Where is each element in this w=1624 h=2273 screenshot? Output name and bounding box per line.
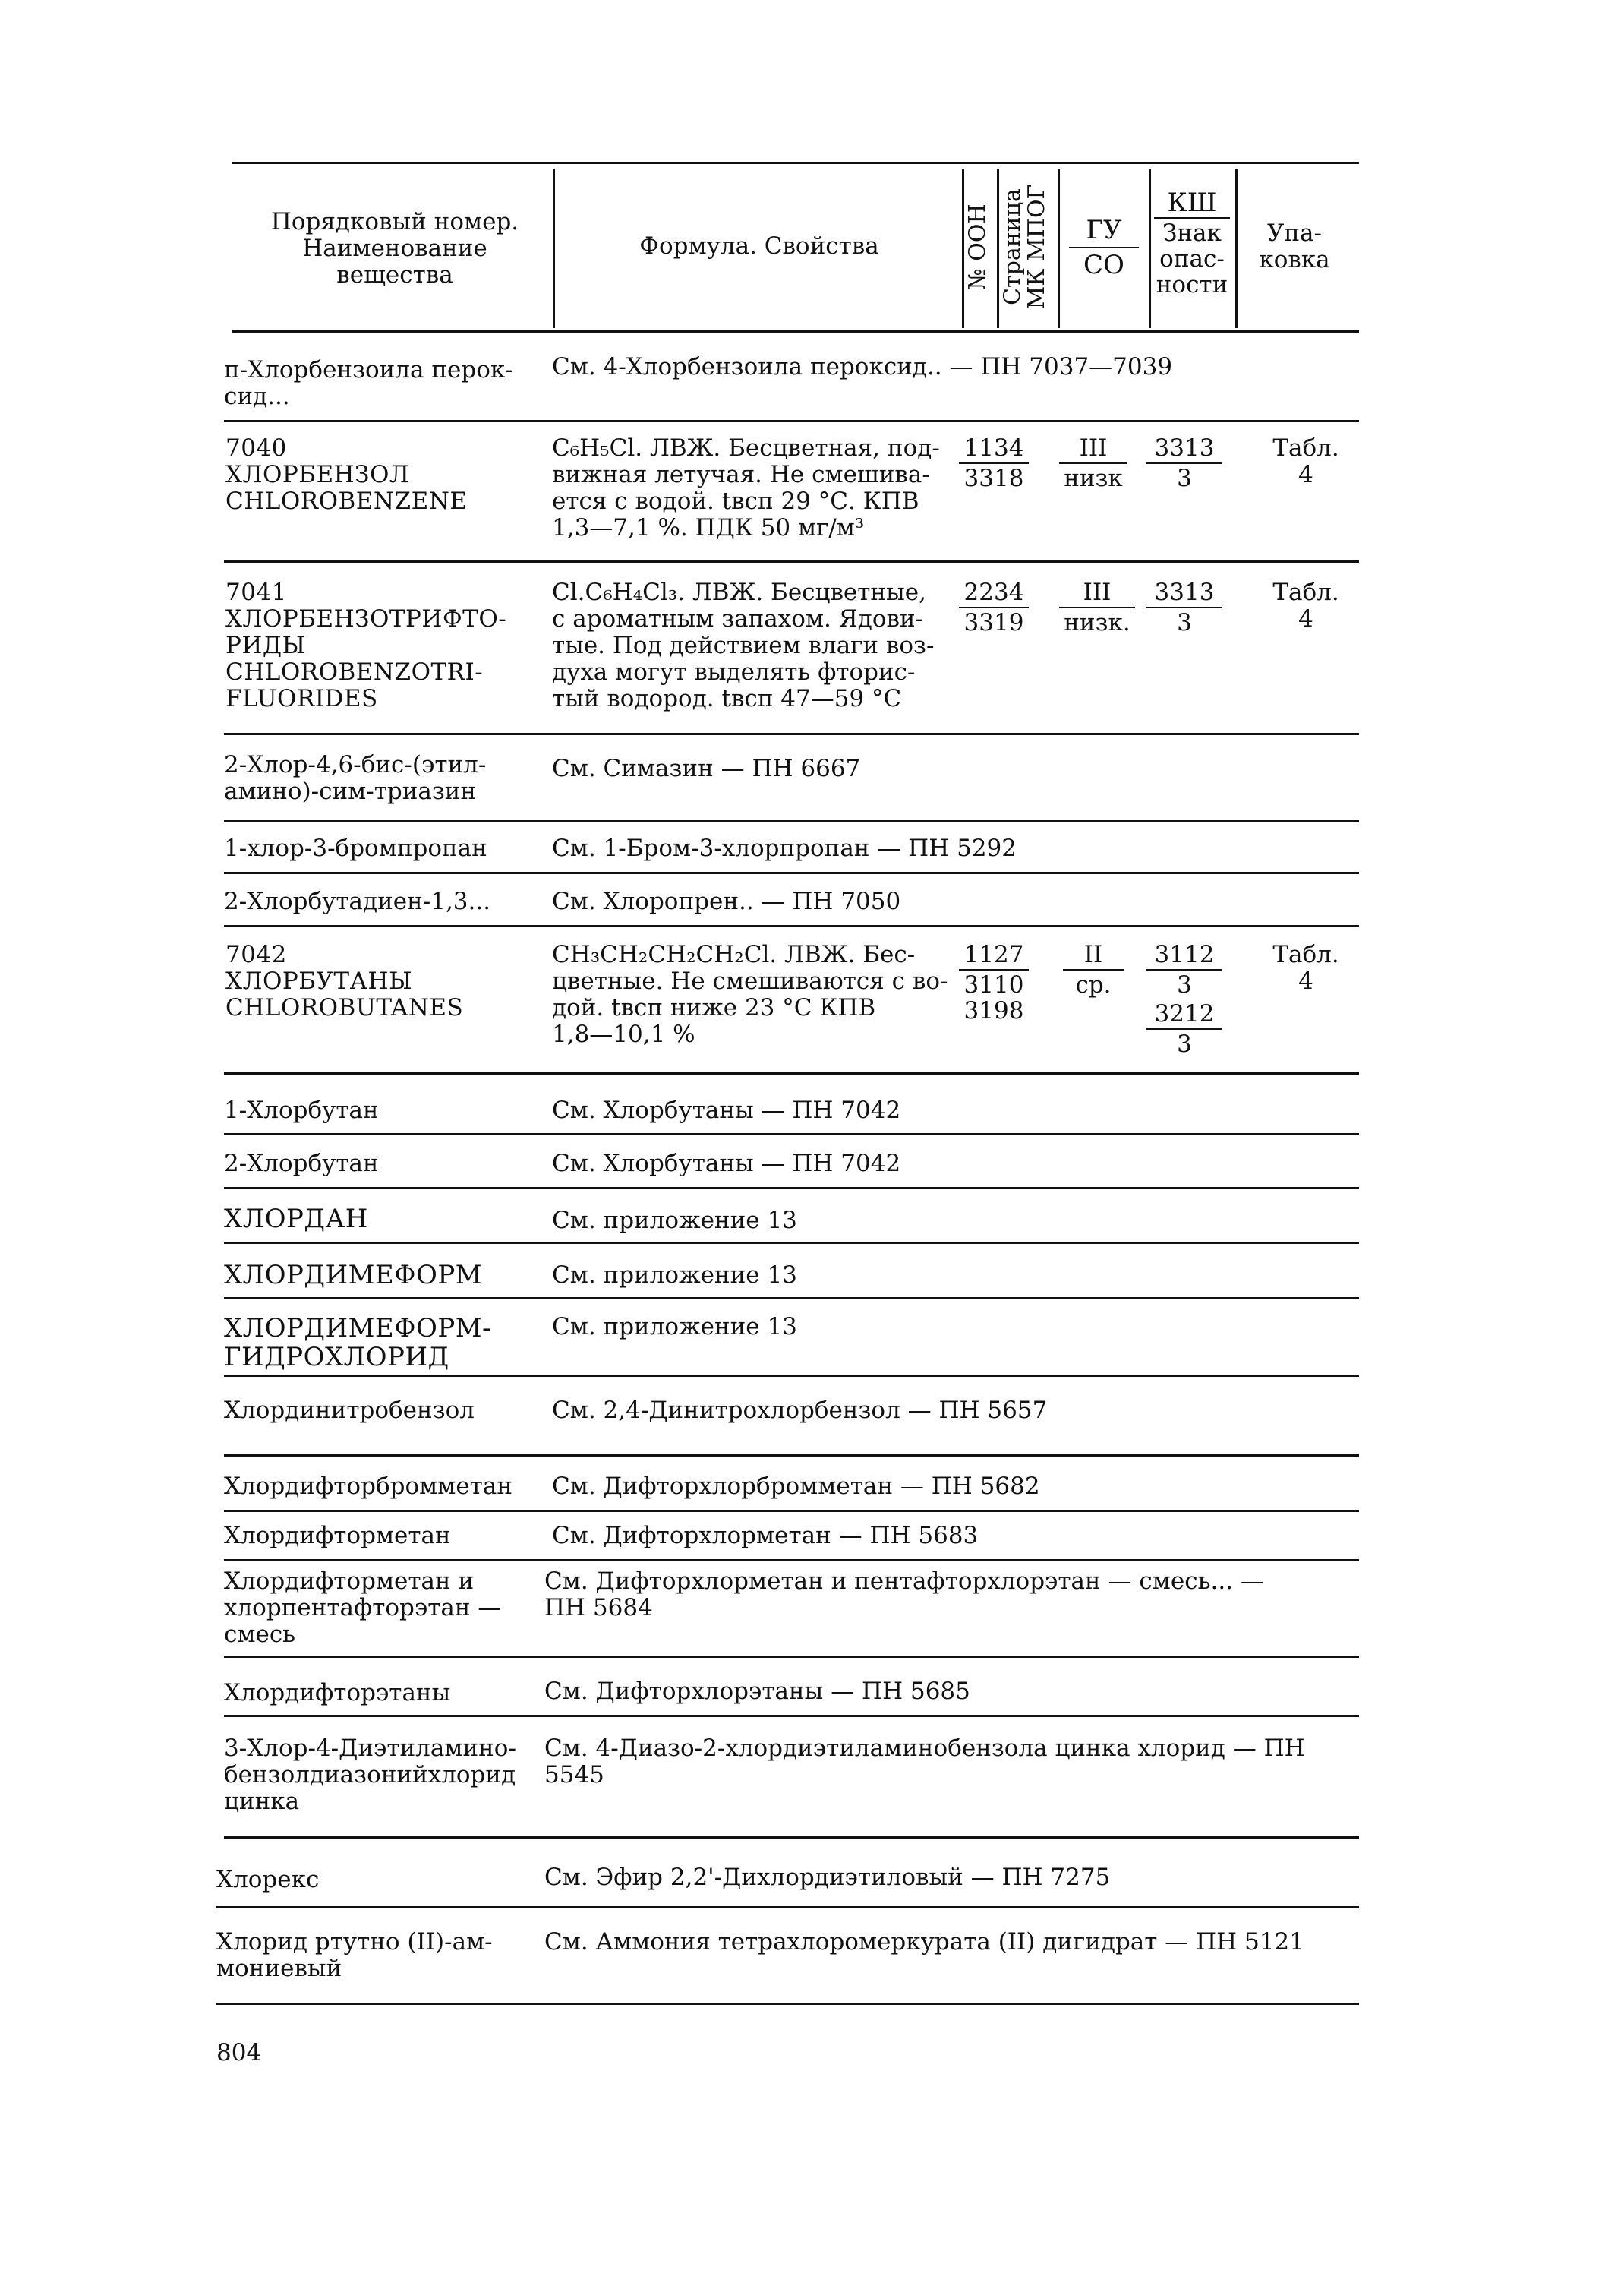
page-number: 804	[216, 2039, 262, 2066]
entry-name: 2-Хлорбутадиен-1,3...	[224, 888, 491, 915]
entry-text: См. Дифторхлорэтаны — ПН 5685	[544, 1678, 970, 1705]
oon-page-fraction: $\frac{2234}{3319}$	[959, 579, 1029, 636]
row-divider	[224, 733, 1359, 735]
entry-name: 1-хлор-3-бромпропан	[224, 835, 487, 862]
row-divider	[224, 1559, 1359, 1561]
col-divider-5	[1149, 169, 1151, 328]
row-divider	[224, 872, 1359, 874]
pack-cell: Табл. 4	[1272, 579, 1339, 633]
entry-text: См. Эфир 2,2'-Дихлордиэтиловый — ПН 7275	[544, 1864, 1111, 1891]
pack-cell: Табл. 4	[1272, 434, 1339, 488]
entry-name: Хлорид ртутно (II)-ам- мониевый	[216, 1928, 493, 1982]
entry-name: Хлордифторметан и хлорпентафторэтан — смесь	[224, 1567, 502, 1648]
row-divider	[224, 1297, 1359, 1299]
ksh-znak-fraction: $\frac{3313}{3}$	[1146, 435, 1222, 491]
entry-text: Cl.C₆H₄Cl₃. ЛВЖ. Бесцветные, с ароматным запахом. Ядови- тые. Под действием влаги воз- духа могут выделять фторис- тый водород. tвсп 47—59 °С	[552, 579, 935, 712]
row-divider	[224, 420, 1359, 422]
gu-co-fraction: II ср.	[1063, 942, 1124, 998]
entry-text: См. Хлорбутаны — ПН 7042	[552, 1150, 901, 1177]
header-oon-column: № ООН	[964, 204, 991, 290]
row-divider	[224, 1072, 1359, 1075]
entry-text: См. Аммония тетрахлоромеркурата (II) дигидрат — ПН 5121	[544, 1928, 1304, 1956]
header-pack-column: Упа- ковка	[1259, 219, 1330, 273]
entry-text: См. 4-Хлорбензоила пероксид.. — ПН 7037—7039	[552, 353, 1173, 380]
entry-text: См. приложение 13	[552, 1207, 797, 1234]
oon-page-fraction: 1127 3110 3198	[959, 942, 1029, 1024]
entry-text: См. Хлорбутаны — ПН 7042	[552, 1097, 901, 1124]
entry-text: CH₃CH₂CH₂CH₂Cl. ЛВЖ. Бес- цветные. Не смешиваются с во- дой. tвсп ниже 23 °С КПВ 1,8—10,1 %	[552, 941, 948, 1048]
oon-page-fraction: $\frac{1134}{3318}$	[959, 435, 1029, 491]
entry-text: См. 4-Диазо-2-хлордиэтиламинобензола цинка хлорид — ПН 5545	[544, 1735, 1305, 1788]
ksh-znak-fraction: $\frac{3313}{3}$	[1146, 579, 1222, 636]
entry-name: Хлордифторэтаны	[224, 1679, 451, 1706]
entry-text: См. Дифторхлорметан и пентафторхлорэтан — смесь... — ПН 5684	[544, 1567, 1264, 1621]
entry-name: Хлордифторбромметан	[224, 1473, 512, 1500]
entry-text: См. 2,4-Динитрохлорбензол — ПН 5657	[552, 1397, 1048, 1424]
row-divider	[216, 2003, 1359, 2005]
row-divider	[224, 1656, 1359, 1658]
entry-name: 2-Хлор-4,6-бис-(этил- амино)-сим-триазин	[224, 751, 487, 805]
row-divider	[224, 560, 1359, 563]
entry-name: 3-Хлор-4-Диэтиламино- бензолдиазонийхлорид цинка	[224, 1735, 516, 1815]
row-divider	[224, 925, 1359, 927]
header-top-rule	[232, 162, 1359, 164]
entry-name: 7041 ХЛОРБЕНЗОТРИФТО- РИДЫ CHLOROBENZOTRI- FLUORIDES	[225, 579, 507, 712]
row-divider	[224, 1715, 1359, 1717]
gu-co-fraction: III низк.	[1059, 579, 1135, 636]
entry-name: 7042 ХЛОРБУТАНЫ CHLOROBUTANES	[225, 941, 464, 1021]
col-divider-4	[1058, 169, 1060, 328]
entry-name: 2-Хлорбутан	[224, 1150, 379, 1177]
col-divider-1	[553, 169, 555, 328]
header-name-column: Порядковый номер. Наименование вещества	[270, 208, 519, 289]
entry-text: См. 1-Бром-3-хлорпропан — ПН 5292	[552, 835, 1017, 862]
header-ksh-znak: КШ Знак опас- ности	[1154, 190, 1230, 298]
entry-name: 1-Хлорбутан	[224, 1097, 379, 1124]
entry-text: C₆H₅Cl. ЛВЖ. Бесцветная, под- вижная летучая. Не смешива- ется с водой. tвсп 29 °С. КПВ 1,3—7,1 %. ПДК 50 мг/м³	[552, 434, 940, 541]
row-divider	[224, 1836, 1359, 1839]
entry-name: Хлорекс	[216, 1866, 320, 1893]
row-divider	[224, 1375, 1359, 1377]
entry-text: См. Дифторхлорметан — ПН 5683	[552, 1522, 979, 1549]
entry-name: Хлординитробензол	[224, 1397, 475, 1424]
header-bottom-rule	[232, 330, 1359, 333]
entry-name: ХЛОРДИМЕФОРМ- ГИДРОХЛОРИД	[224, 1313, 492, 1372]
entry-text: См. Дифторхлорбромметан — ПН 5682	[552, 1473, 1040, 1500]
entry-text: См. приложение 13	[552, 1261, 797, 1289]
col-divider-6	[1235, 169, 1238, 328]
gu-co-fraction: III низк	[1059, 435, 1127, 491]
header-formula-column: Формула. Свойства	[639, 232, 879, 260]
entry-text: См. приложение 13	[552, 1313, 797, 1340]
row-divider	[224, 1454, 1359, 1457]
header-gu-co: ГУ СО	[1069, 215, 1139, 280]
row-divider	[224, 1242, 1359, 1244]
entry-name: п-Хлорбензоила перок- сид...	[224, 356, 513, 410]
row-divider	[224, 1133, 1359, 1135]
entry-text: См. Хлоропрен.. — ПН 7050	[552, 888, 901, 915]
pack-cell: Табл. 4	[1272, 941, 1339, 995]
row-divider	[224, 1187, 1359, 1189]
row-divider	[224, 1510, 1359, 1512]
entry-name: 7040 ХЛОРБЕНЗОЛ CHLOROBENZENE	[225, 434, 468, 515]
entry-name: ХЛОРДИМЕФОРМ	[224, 1260, 483, 1290]
ksh-znak-fraction: $\frac{3212}{3}$	[1146, 1001, 1222, 1057]
header-page-column: Страница МК МПОГ	[999, 184, 1050, 310]
entry-name: ХЛОРДАН	[224, 1204, 368, 1234]
entry-text: См. Симазин — ПН 6667	[552, 755, 861, 782]
row-divider	[216, 1906, 1359, 1908]
row-divider	[224, 820, 1359, 822]
entry-name: Хлордифторметан	[224, 1522, 451, 1549]
ksh-znak-fraction: $\frac{3112}{3}$	[1146, 942, 1222, 998]
